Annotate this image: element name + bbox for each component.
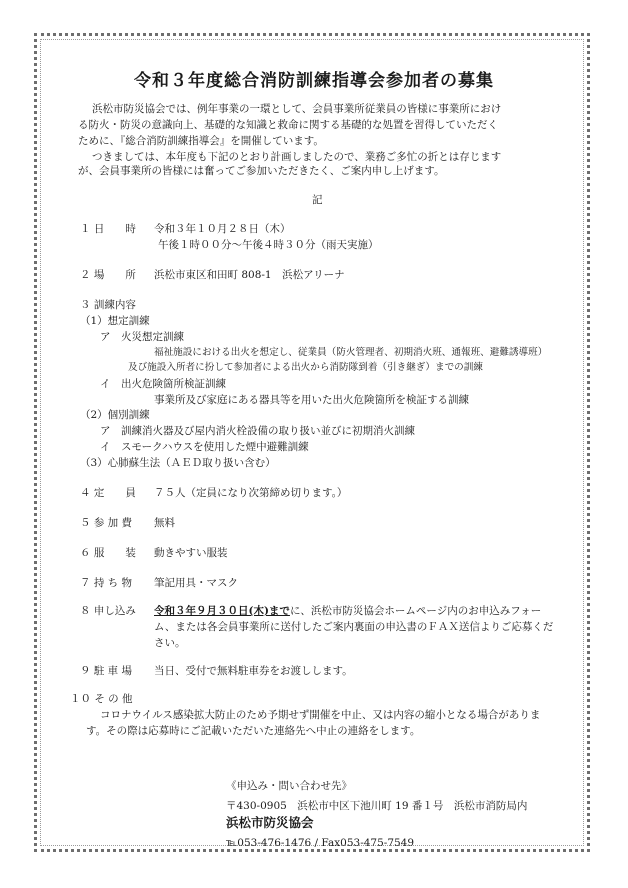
clothing-label: ６ 服 装: [80, 547, 136, 559]
time-value: 午後１時００分～午後４時３０分（雨天実施）: [158, 239, 379, 251]
fee-value: 無料: [154, 517, 175, 529]
belongings-value: 筆記用具・マスク: [154, 577, 238, 589]
content-detail: 及び施設入所者に扮して参加者による出火から消防隊到着（引き継ぎ）までの訓練: [128, 362, 483, 373]
application-line: ム、または各会員事業所に送付したご案内裏面の申込書のＦＡＸ送信よりご応募くだ: [154, 621, 554, 633]
content-label: ３ 訓練内容: [80, 299, 136, 311]
content-sub-3: （3）心肺蘇生法（ＡＥＤ取り扱い含む）: [80, 457, 276, 469]
parking-value: 当日、受付で無料駐車券をお渡しします。: [154, 665, 353, 677]
application-deadline: 令和３年９月３０日(木)まで: [154, 605, 290, 617]
content-sub-1i: イ 出火危険箇所検証訓練: [100, 378, 226, 390]
capacity-value: ７５人（定員になり次第締め切ります。）: [154, 487, 348, 499]
intro-line: つきましては、本年度も下記のとおり計画しましたので、業務ご多忙の折とは存じます: [92, 151, 502, 163]
content-detail: 福祉施設における出火を想定し、従業員（防火管理者、初期消火班、通報班、避難誘導班）: [154, 347, 548, 358]
intro-line: 浜松市防災協会では、例年事業の一環として、会員事業所従業員の皆様に事業所におけ: [92, 103, 502, 115]
fee-label: ５ 参 加 費: [80, 517, 133, 529]
content-sub-2: （2）個別訓練: [80, 409, 150, 421]
other-label: １０ そ の 他: [70, 693, 133, 705]
capacity-label: ４ 定 員: [80, 487, 136, 499]
application-line: [154, 604, 541, 618]
intro-line: が、会員事業所の皆様には奮ってご参加いただきたく、ご案内申し上げます。: [78, 165, 445, 177]
date-label: １ 日 時: [80, 223, 136, 235]
clothing-value: 動きやすい服装: [154, 547, 228, 559]
content-sub-2i: イ スモークハウスを使用した煙中避難訓練: [100, 441, 309, 453]
application-text: に、浜松市防災協会ホームページ内のお申込みフォー: [289, 605, 542, 617]
parking-label: ９ 駐 車 場: [80, 665, 133, 677]
content-sub-1a: ア 火災想定訓練: [100, 331, 184, 343]
intro-line: ために、『総合消防訓練指導会』を開催しています。: [78, 135, 324, 147]
place-label: ２ 場 所: [80, 269, 136, 281]
content-sub-1: （1）想定訓練: [80, 315, 150, 327]
contact-org: 浜松市防災協会: [226, 815, 314, 830]
ki-heading: 記: [312, 194, 323, 206]
belongings-label: ７ 持 ち 物: [80, 577, 133, 589]
page-title: 令和３年度総合消防訓練指導会参加者の募集: [134, 71, 494, 91]
contact-address: 〒430-0905 浜松市中区下池川町 19 番１号 浜松市消防局内: [226, 800, 528, 812]
intro-line: る防火・防災の意識向上、基礎的な知識と救命に関する基礎的な処置を習得していただく: [78, 119, 498, 131]
other-line: す。その際は応募時にご記載いただいた連絡先へ中止の連絡をします。: [86, 725, 421, 737]
contact-phone: ℡053-476-1476 / Fax053-475-7549: [226, 837, 415, 849]
application-label: ８ 申し込み: [80, 605, 136, 617]
date-value: 令和３年１０月２８日（木）: [154, 223, 291, 235]
place-value: 浜松市東区和田町 808-1 浜松アリーナ: [154, 269, 345, 281]
content-detail: 事業所及び家庭にある器具等を用いた出火危険箇所を検証する訓練: [154, 394, 469, 406]
other-line: コロナウイルス感染拡大防止のため予期せず開催を中止、又は内容の縮小となる場合がありま: [100, 709, 541, 721]
content-sub-2a: ア 訓練消火器及び屋内消火栓設備の取り扱い並びに初期消火訓練: [100, 425, 415, 437]
contact-heading: 《申込み・問い合わせ先》: [226, 780, 352, 792]
application-line: さい。: [154, 637, 186, 649]
